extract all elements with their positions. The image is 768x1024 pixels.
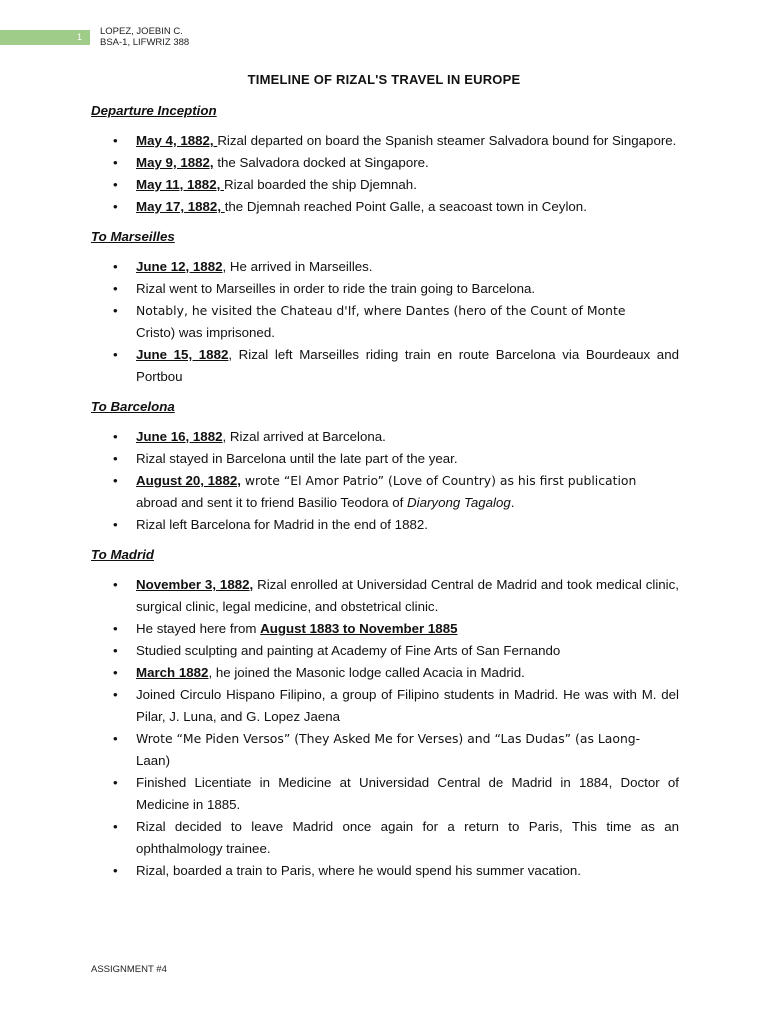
header-block [100,26,189,48]
item-text: wrote “El Amor Patrio” (Love of Country) as his first publication [240,473,637,488]
item-text: Wrote “Me Piden Versos” (They Asked Me for Verses) and “Las Dudas” (as Laong- [136,731,641,746]
date: June 12, 1882 [136,259,223,274]
date: June 16, 1882 [136,429,223,444]
item-text: Rizal departed on board the Spanish steamer Salvadora bound for Singapore. [217,133,677,148]
section-departure [91,100,679,218]
item-text: Rizal stayed in Barcelona until the late part of the year. [136,451,458,466]
date: May 9, 1882, [136,155,214,170]
list-item [91,860,679,882]
item-text: , he joined the Masonic lodge called Acacia in Madrid. [208,665,525,680]
section-barcelona [91,396,679,536]
list-item [91,816,679,860]
date: November 3, 1882, [136,577,254,592]
date: August 20, 1882, [136,473,241,488]
date: May 4, 1882, [136,133,218,148]
item-text: Notably, he visited the Chateau d'If, where Dantes (hero of the Count of Monte [136,303,626,318]
item-text: , He arrived in Marseilles. [222,259,373,274]
item-text: Finished Licentiate in Medicine at Universidad Central de Madrid in 1884, Doctor of Medicine in 1885. [136,775,679,812]
list-item [91,426,679,448]
list-item [91,152,679,174]
list-item [91,174,679,196]
date: March 1882 [136,665,209,680]
item-text: . [510,495,515,510]
item-text: Joined Circulo Hispano Filipino, a group of Filipino students in Madrid. He was with M. del Pilar, J. Luna, and G. Lopez Jaena [136,687,679,724]
list-item [91,514,679,536]
publication-title: Diaryong Tagalog [407,495,511,510]
date: August 1883 to November 1885 [260,621,458,636]
list-item [91,256,679,278]
item-text: Rizal went to Marseilles in order to ride the train going to Barcelona. [136,281,536,296]
course-code: BSA-1, LIFWRIZ 388 [100,37,190,48]
item-text: the Djemnah reached Point Galle, a seacoast town in Ceylon. [224,199,587,214]
page-number: 1 [76,32,82,42]
item-text: Rizal boarded the ship Djemnah. [223,177,417,192]
list-item [91,684,679,728]
list-item [91,470,679,514]
item-text: , Rizal arrived at Barcelona. [222,429,386,444]
author-name: LOPEZ, JOEBIN C. [100,26,183,37]
list-item [91,662,679,684]
section-marseilles [91,226,679,388]
page-number-tab [0,30,90,45]
item-text: He stayed here from [136,621,261,636]
section-heading: To Marseilles [91,229,175,244]
list-item [91,728,679,772]
item-text: Rizal enrolled at Universidad Central de Madrid and took medical clinic, surgical clinic, legal medicine, and obstetrical clinic. [136,577,679,614]
item-text: the Salvadora docked at Singapore. [213,155,429,170]
list-item [91,618,679,640]
list-item [91,448,679,470]
item-text: Studied sculpting and painting at Academy of Fine Arts of San Fernando [136,643,561,658]
section-heading: Departure Inception [91,103,217,118]
item-text: Laan) [136,753,171,768]
document-title: TIMELINE OF RIZAL'S TRAVEL IN EUROPE [247,72,521,87]
list-item [91,344,679,388]
item-text: Rizal left Barcelona for Madrid in the end of 1882. [136,517,428,532]
item-text: Rizal decided to leave Madrid once again for a return to Paris, This time as an ophthalmology trainee. [136,819,679,856]
document-body [91,100,679,882]
item-text: abroad and sent it to friend Basilio Teodora of [136,495,408,510]
footer-assignment: ASSIGNMENT #4 [91,964,167,975]
section-madrid [91,544,679,882]
item-text: , Rizal left Marseilles riding train en route Barcelona via Bourdeaux and Portbou [136,347,679,384]
date: June 15, 1882 [136,347,229,362]
list-item [91,640,679,662]
list-item [91,196,679,218]
list-item [91,278,679,300]
date: May 17, 1882, [136,199,225,214]
item-text: Cristo) was imprisoned. [136,325,275,340]
section-heading: To Madrid [91,547,155,562]
section-heading: To Barcelona [91,399,175,414]
list-item [91,772,679,816]
list-item [91,300,679,344]
date: May 11, 1882, [136,177,224,192]
list-item [91,574,679,618]
list-item [91,130,679,152]
item-text: Rizal, boarded a train to Paris, where he would spend his summer vacation. [136,863,581,878]
